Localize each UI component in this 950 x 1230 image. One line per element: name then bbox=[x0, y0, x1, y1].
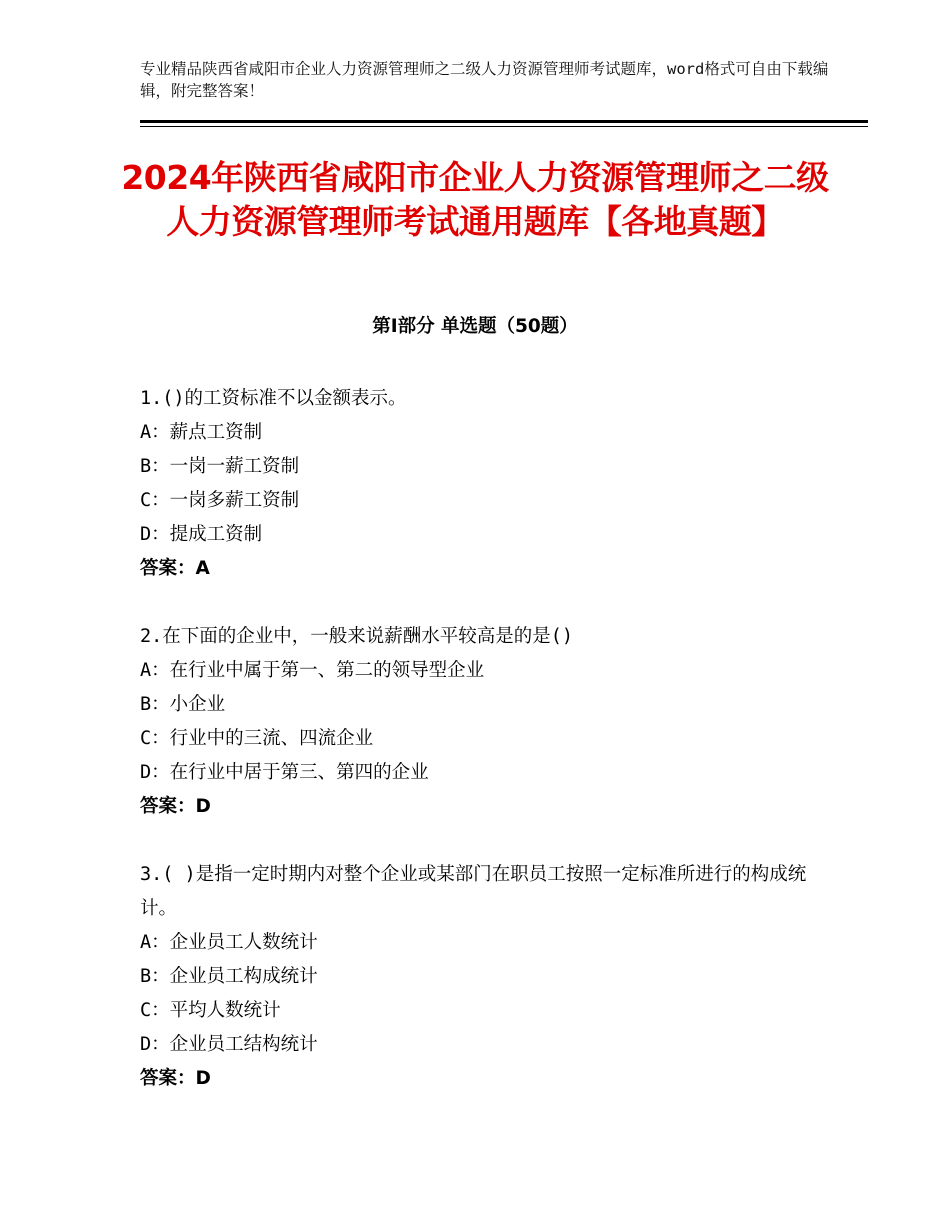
header-rule-thick bbox=[140, 120, 868, 123]
header-note: 专业精品陕西省咸阳市企业人力资源管理师之二级人力资源管理师考试题库，word格式可自由下载编辑，附完整答案！ bbox=[140, 60, 829, 100]
option-d: D：在行业中居于第三、第四的企业 bbox=[140, 762, 429, 783]
option-c: C：行业中的三流、四流企业 bbox=[140, 728, 374, 749]
question-1 bbox=[140, 382, 820, 586]
question-3 bbox=[140, 858, 820, 1096]
option-b: B：小企业 bbox=[140, 694, 226, 715]
section-title: 第Ⅰ部分 单选题（50题） bbox=[372, 316, 578, 337]
header-rule-thin bbox=[140, 126, 868, 127]
question-stem: 2.在下面的企业中，一般来说薪酬水平较高是的是() bbox=[140, 626, 574, 647]
option-d: D：企业员工结构统计 bbox=[140, 1034, 318, 1055]
option-b: B：企业员工构成统计 bbox=[140, 966, 318, 987]
answer: 答案：D bbox=[140, 796, 211, 817]
option-a: A：在行业中属于第一、第二的领导型企业 bbox=[140, 660, 485, 681]
answer: 答案：D bbox=[140, 1068, 211, 1089]
answer: 答案：A bbox=[140, 558, 210, 579]
document-title: 2024年陕西省咸阳市企业人力资源管理师之二级人力资源管理师考试通用题库【各地真题】 bbox=[121, 158, 829, 241]
option-a: A：企业员工人数统计 bbox=[140, 932, 318, 953]
question-stem: 1.()的工资标准不以金额表示。 bbox=[140, 388, 407, 409]
question-2 bbox=[140, 620, 820, 824]
option-c: C：平均人数统计 bbox=[140, 1000, 281, 1021]
option-b: B：一岗一薪工资制 bbox=[140, 456, 300, 477]
option-c: C：一岗多薪工资制 bbox=[140, 490, 300, 511]
question-stem: 3.( )是指一定时期内对整个企业或某部门在职员工按照一定标准所进行的构成统计。 bbox=[140, 864, 807, 919]
question-list bbox=[140, 382, 820, 1130]
option-a: A：薪点工资制 bbox=[140, 422, 263, 443]
option-d: D：提成工资制 bbox=[140, 524, 263, 545]
